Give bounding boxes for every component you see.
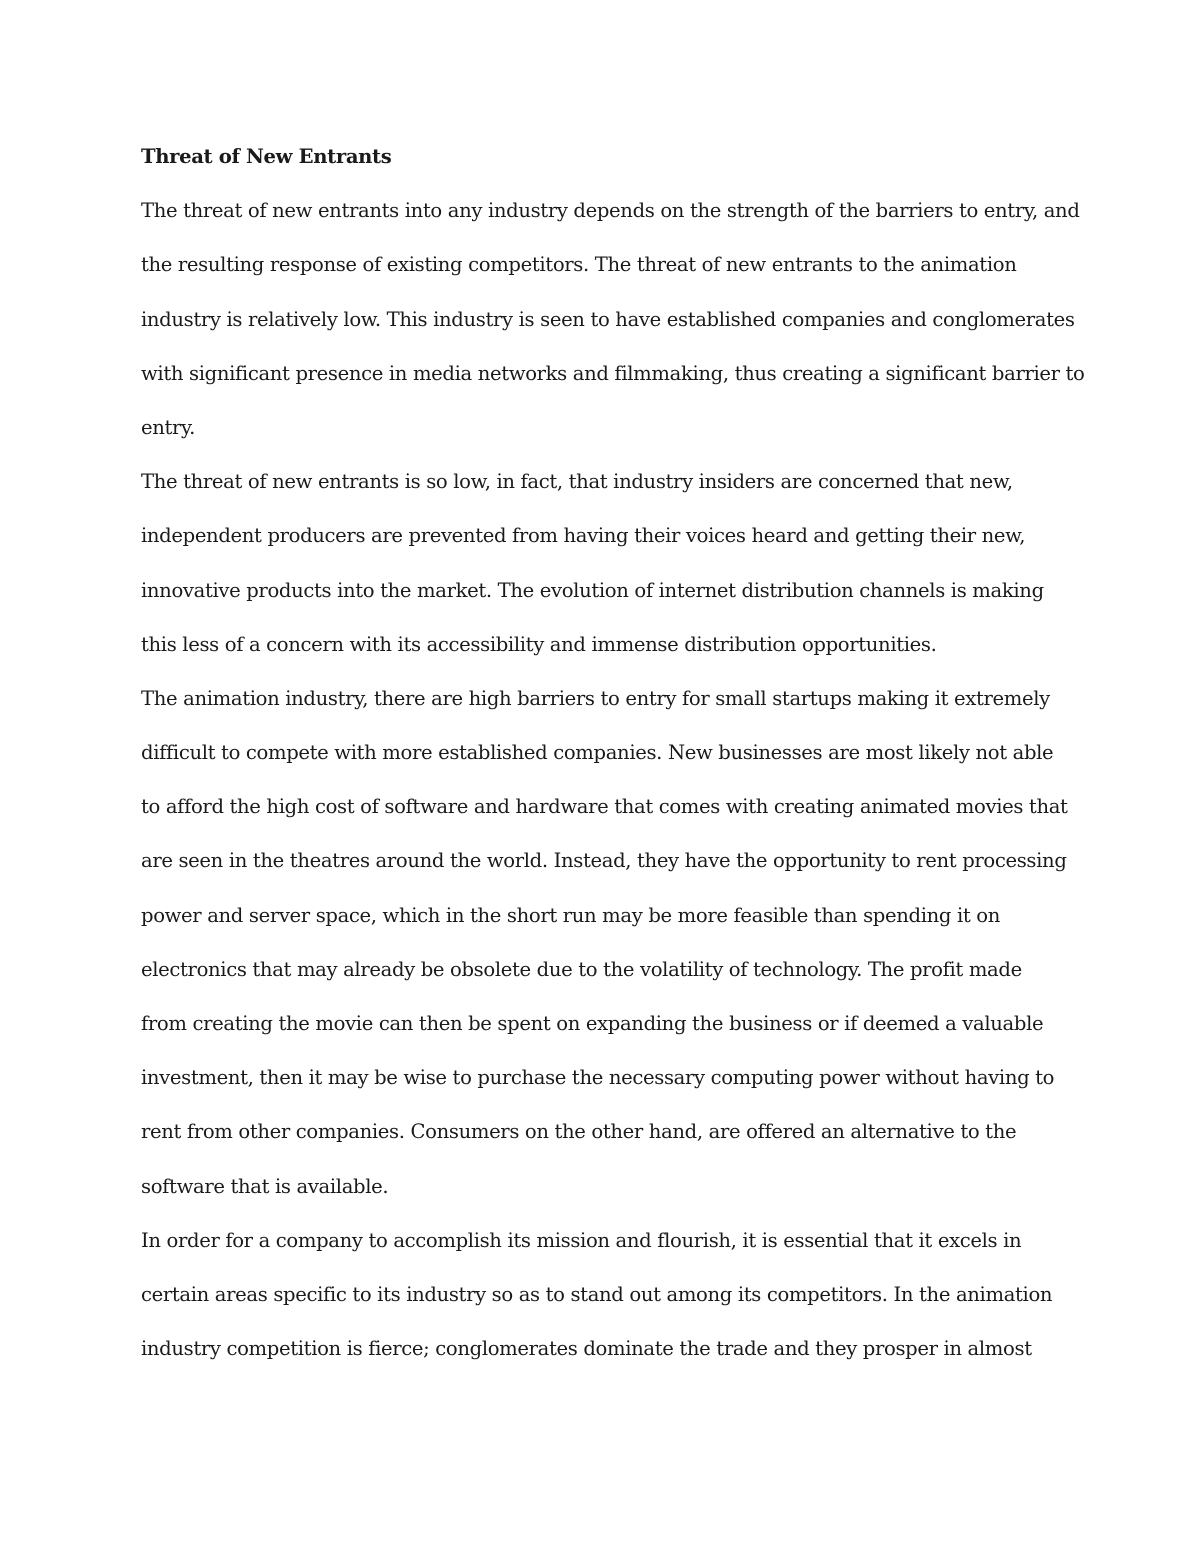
text-line: software that is available. (141, 1174, 389, 1198)
text-line: certain areas specific to its industry so as to stand out among its competitors. In the animation (141, 1282, 1053, 1306)
text-line: industry competition is fierce; conglomerates dominate the trade and they prosper in almost (141, 1337, 1032, 1361)
text-line: the resulting response of existing competitors. The threat of new entrants to the animation (141, 253, 1017, 277)
section-heading: Threat of New Entrants (141, 145, 392, 168)
text-line: The threat of new entrants into any industry depends on the strength of the barriers to entry, and (141, 199, 1080, 223)
text-line: industry is relatively low. This industry is seen to have established companies and conglomerates (141, 307, 1075, 331)
text-line: innovative products into the market. The evolution of internet distribution channels is making (141, 578, 1044, 602)
text-line: with significant presence in media networks and filmmaking, thus creating a significant barrier to (141, 361, 1085, 385)
text-line: investment, then it may be wise to purchase the necessary computing power without having to (141, 1066, 1055, 1090)
text-line: power and server space, which in the short run may be more feasible than spending it on (141, 903, 1000, 927)
text-line: this less of a concern with its accessibility and immense distribution opportunities. (141, 632, 937, 656)
document-body (141, 140, 1085, 1386)
text-line: In order for a company to accomplish its mission and flourish, it is essential that it excels in (141, 1228, 1022, 1252)
text-line: rent from other companies. Consumers on the other hand, are offered an alternative to the (141, 1120, 1017, 1144)
text-line: electronics that may already be obsolete due to the volatility of technology. The profit made (141, 957, 1022, 981)
text-line: The threat of new entrants is so low, in fact, that industry insiders are concerned that new, (141, 470, 1013, 494)
text-line: independent producers are prevented from having their voices heard and getting their new, (141, 524, 1026, 548)
text-line: are seen in the theatres around the world. Instead, they have the opportunity to rent processing (141, 849, 1067, 873)
text-line: to afford the high cost of software and hardware that comes with creating animated movies that (141, 795, 1068, 819)
text-line: difficult to compete with more established companies. New businesses are most likely not able (141, 741, 1054, 765)
text-line: from creating the movie can then be spent on expanding the business or if deemed a valuable (141, 1012, 1044, 1035)
text-line: The animation industry, there are high barriers to entry for small startups making it extremely (141, 686, 1050, 710)
text-line: entry. (141, 415, 196, 439)
